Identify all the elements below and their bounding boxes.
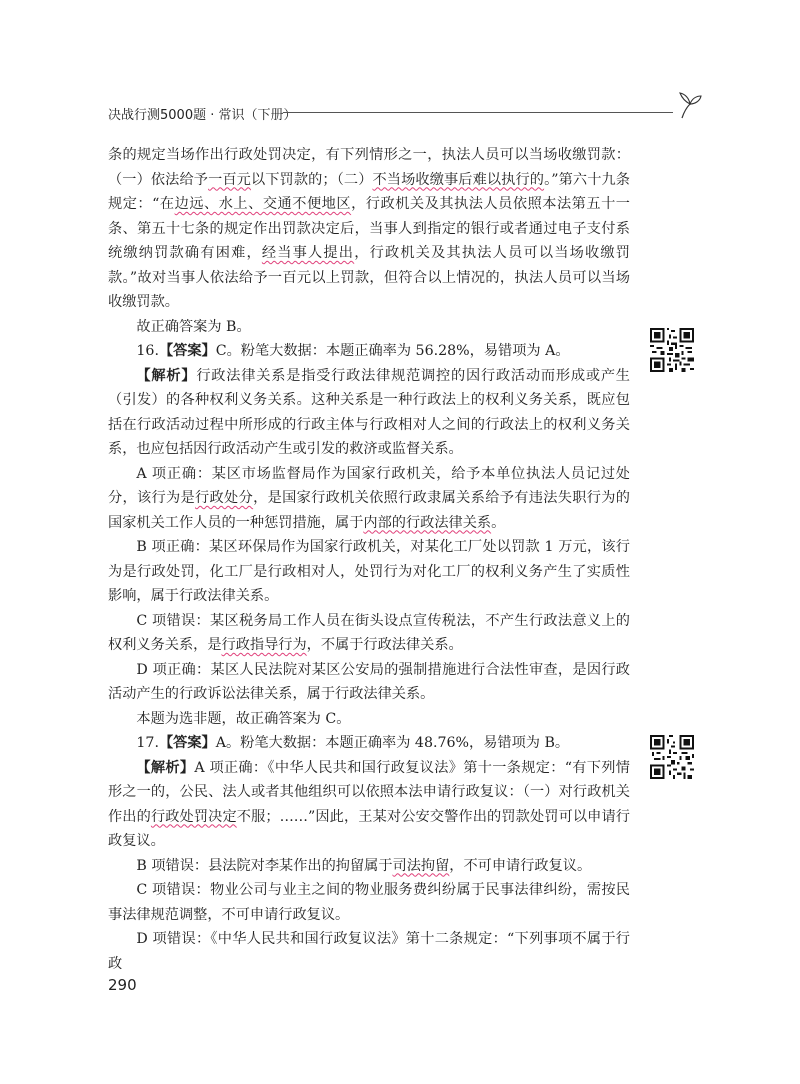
highlight-run: 经当事人提出 xyxy=(261,245,355,261)
qr-code-q17[interactable] xyxy=(650,735,694,779)
q16-option-b: B 项正确：某区环保局作为国家行政机关，对某化工厂处以罚款 1 万元，该行为是行政处罚，化工厂是行政相对人，处罚行为对化工厂的权利义务产生了实质性影响，属于行政法律关系。 xyxy=(108,539,630,604)
question-number: 16. xyxy=(136,343,159,359)
highlight-run: 边远、水上、交通不便地区 xyxy=(174,196,352,212)
answer-label: 【答案】 xyxy=(158,343,216,359)
answer-label: 【答案】 xyxy=(158,735,216,751)
q16-option-c xyxy=(108,609,630,658)
page-number: 290 xyxy=(108,976,137,994)
text-run: 条的规定当场作出行政处罚决定，有下列情形之一，执法人员可以当场收缴罚款：（一）依法给予 xyxy=(108,147,630,188)
text-run: C 项错误：某区税务局工作人员在街头设点宣传税法，不产生行政法意义上的权利义务关系，是 xyxy=(108,612,630,653)
text-run: ，行政机关及其执法人员依照本法第五十一条、第五十七条的规定作出罚款决定后，当事人到指定的银行或者通过电子支付系统缴纳罚款确有困难， xyxy=(108,196,630,261)
text-run: B 项错误：县法院对李某作出的拘留属于 xyxy=(136,857,393,874)
q16-analysis xyxy=(108,364,630,462)
text-run: 。 xyxy=(491,514,506,531)
paragraph-cont xyxy=(108,143,630,315)
sprout-icon xyxy=(676,90,702,120)
qr-code-q16[interactable] xyxy=(650,328,694,372)
highlight-run: 行政指导行为 xyxy=(221,637,307,653)
analysis-label: 【解析】 xyxy=(136,759,195,776)
running-header: 决战行测5000题 · 常识（下册） xyxy=(108,108,297,123)
highlight-run: 行政处罚决定 xyxy=(150,808,237,825)
analysis-label: 【解析】 xyxy=(136,367,197,384)
header-rule xyxy=(283,112,673,113)
answer-text: C。粉笔大数据：本题正确率为 56.28%，易错项为 A。 xyxy=(215,343,570,359)
q16-conclusion: 本题为选非题，故正确答案为 C。 xyxy=(136,710,351,727)
conclusion-paragraph: 故正确答案为 B。 xyxy=(136,318,251,335)
text-run: ，不可申请行政复议。 xyxy=(449,857,592,874)
text-run: A 项正确：某区市场监督局作为国家行政机关，给予本单位执法人员记过处分，该行为是 xyxy=(108,465,630,506)
q17-answer xyxy=(108,731,630,756)
answer-text: A。粉笔大数据：本题正确率为 48.76%，易错项为 B。 xyxy=(215,735,570,751)
q17-option-c: C 项错误：物业公司与业主之间的物业服务费纠纷属于民事法律纠纷，需按民事法律规范调整，不可申请行政复议。 xyxy=(108,882,630,923)
highlight-run: 行政处分 xyxy=(195,490,254,506)
highlight-run: 不当场收缴事后难以执行的 xyxy=(372,171,545,188)
q16-answer xyxy=(108,339,630,364)
text-run: A 项正确：《中华人民共和国行政复议法》第十一条规定：“有下列情形之一的，公民、法人或者其他组织可以依照本法申请行政复议：（一）对行政机关作出的 xyxy=(108,759,630,825)
text-run: 不服；……”因此，王某对公安交警作出的罚款处罚可以申请行政复议。 xyxy=(108,808,630,849)
analysis-text: 行政法律关系是指受行政法律规范调控的因行政活动而形成或产生（引发）的各种权利义务关系。这种关系是一种行政法上的权利义务关系，既应包括在行政活动过程中所形成的行政主体与行政相对人之间的行政法上的权利义务关系，也应包括因行政活动产生或引发的救济或监督关系。 xyxy=(108,367,630,457)
text-run: 以下罚款的；（二） xyxy=(250,171,373,188)
text-run: 。”第六十九条规定：“在 xyxy=(108,171,630,212)
q16-option-d: D 项正确：某区人民法院对某区公安局的强制措施进行合法性审查，是因行政活动产生的行政诉讼法律关系，属于行政法律关系。 xyxy=(108,661,630,702)
text-run: ，行政机关及其执法人员可以当场收缴罚款。”故对当事人依法给予一百元以上罚款，但符合以上情况的，执法人员可以当场收缴罚款。 xyxy=(108,245,630,310)
highlight-run: 一百元 xyxy=(208,171,251,188)
text-run: ，是国家行政机关依照行政隶属关系给予有违法失职行为的国家机关工作人员的一种惩罚措施，属于 xyxy=(108,490,630,531)
q17-analysis xyxy=(108,756,630,854)
highlight-run: 司法拘留 xyxy=(392,857,450,874)
highlight-run: 内部的行政法律关系 xyxy=(363,514,492,531)
page-body xyxy=(108,143,630,976)
q16-option-a xyxy=(108,462,630,536)
question-number: 17. xyxy=(136,735,159,751)
text-run: ，不属于行政法律关系。 xyxy=(306,637,463,653)
q17-option-d: D 项错误：《中华人民共和国行政复议法》第十二条规定：“下列事项不属于行政 xyxy=(108,931,630,972)
q17-option-b xyxy=(108,854,630,879)
